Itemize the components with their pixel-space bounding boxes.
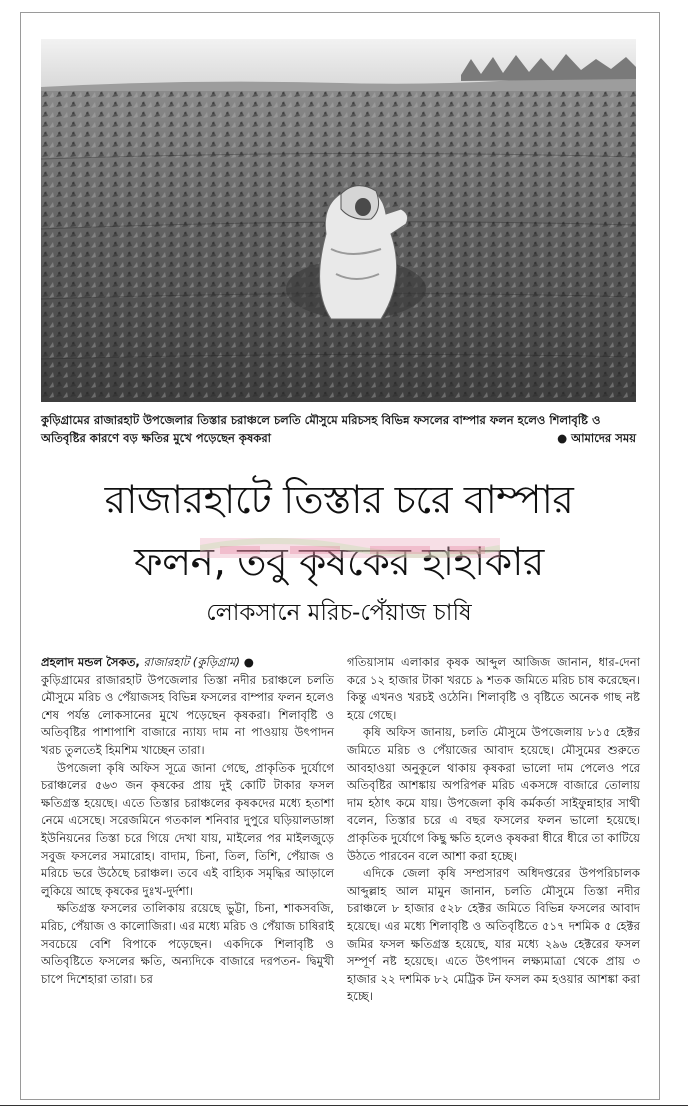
caption-text: কুড়িগ্রামের রাজারহাট উপজেলার তিস্তার চরাঞ্চলে চলতি মৌসুমে মরিচসহ বিভিন্ন ফসলের বাম্পার ফলন হলেও শিলাবৃষ্টি ও অতিবৃষ্টির কারণে বড় ক্ষতির মুখে পড়েছেন কৃষকরা	[41, 413, 601, 445]
paragraph: ক্ষতিগ্রস্ত ফসলের তালিকায় রয়েছে ভুট্টা, চিনা, শাকসবজি, মরিচ, পেঁয়াজ ও কালোজিরা। এর মধ্যে মরিচ ও পেঁয়াজ চাষিরাই সবচেয়ে বেশি বিপাকে পড়েছেন। একদিকে শিলাবৃষ্টি ও অতিবৃষ্টিতে ফসলের ক্ষতি, অন্যদিকে বাজারে দরপতন- দ্বিমুখী চাপে দিশেহারা তারা। চর	[41, 901, 334, 986]
paragraph: গতিয়াসাম এলাকার কৃষক আব্দুল আজিজ জানান, ধার-দেনা করে ১২ হাজার টাকা খরচে ৯ শতক জমিতে মরিচ চাষ করেছেন। কিন্তু এখনও খরচই ওঠেনি। শিলাবৃষ্টি ও বৃষ্টিতে অনেক গাছ নষ্ট হয়ে গেছে।	[347, 655, 640, 722]
newspaper-logo-icon	[200, 520, 500, 570]
headline-line-1: রাজারহাটে তিস্তার চরে বাম্পার	[104, 478, 574, 523]
byline-place: রাজারহাট (কুড়িগ্রাম)	[143, 655, 241, 669]
paragraph: কৃষি অফিস জানায়, চলতি মৌসুমে উপজেলায় ৮১৫ হেক্টর জমিতে মরিচ ও পেঁয়াজের আবাদ হয়েছে। মৌসুমের শুরুতে আবহাওয়া অনুকূলে থাকায় কৃষকরা ভালো দাম পেলেও পরে অতিবৃষ্টির আশঙ্কায় অপরিপক্ব মরিচ একসঙ্গে বাজারে তোলায় দাম হঠাৎ কমে যায়। উপজেলা কৃষি কর্মকর্তা সাইফুন্নাহার সাথী বলেন, তিস্তার চরে এ বছর ফসলের ফলন ভালো হয়েছে। প্রাকৃতিক দুর্যোগে কিছু ক্ষতি হলেও কৃষকরা ধীরে ধীরে তা কাটিয়ে উঠতে পারবেন বলে আশা করা হচ্ছে।	[347, 725, 640, 863]
bottom-rule	[0, 1105, 688, 1118]
photo-caption	[41, 411, 636, 447]
watermark-logo	[200, 520, 500, 570]
paragraph: উপজেলা কৃষি অফিস সূত্রে জানা গেছে, প্রাকৃতিক দুর্যোগে চরাঞ্চলের ৫৬৩ জন কৃষকের প্রায় দুই কোটি টাকার ফসল ক্ষতিগ্রস্ত হয়েছে। এতে তিস্তার চরাঞ্চলের কৃষকদের মধ্যে হতাশা নেমে এসেছে। সরেজমিনে গতকাল শনিবার দুপুরে ঘড়িয়ালডাঙ্গা ইউনিয়নের তিস্তা চরে গিয়ে দেখা যায়, মাইলের পর মাইলজুড়ে সবুজ ফসলের সমারোহ। বাদাম, চিনা, তিল, তিশি, পেঁয়াজ ও মরিচে ভরে উঠেছে চরাঞ্চল। তবে এই বাহ্যিক সমৃদ্ধির আড়ালে লুকিয়ে আছে কৃষকের দুঃখ-দুর্দশা।	[41, 760, 334, 898]
headline-line-2: ফলন, তবু কৃষকের হাহাকার	[134, 540, 544, 585]
article-photo	[41, 39, 636, 402]
caption-credit: ● আমাদের সময়	[557, 431, 636, 445]
byline	[41, 654, 334, 672]
chili-field-photo-icon	[41, 39, 636, 402]
paragraph: এদিকে জেলা কৃষি সম্প্রসারণ অধিদপ্তরের উপপরিচালক আব্দুল্লাহ আল মামুন জানান, চলতি মৌসুমে তিস্তা নদীর চরাঞ্চলে ৮ হাজার ৫২৮ হেক্টর জমিতে বিভিন্ন ফসলের আবাদ হয়েছে। এর মধ্যে শিলাবৃষ্টি ও অতিবৃষ্টিতে ৫১৭ দশমিক ৫ হেক্টর জমির ফসল ক্ষতিগ্রস্ত হয়েছে, যার মধ্যে ২৯৬ হেক্টরের ফসল সম্পূর্ণ নষ্ট হয়েছে। এতে উৎপাদন লক্ষ্যমাত্রা থেকে প্রায় ৩ হাজার ২২ দশমিক ৮২ মেট্রিক টন ফসল কম হওয়ার আশঙ্কা করা হচ্ছে।	[347, 866, 640, 1004]
article-column-left	[41, 654, 334, 988]
byline-name: প্রহলাদ মন্ডল সৈকত,	[41, 655, 140, 669]
paragraph: কুড়িগ্রামের রাজারহাট উপজেলার তিস্তা নদীর চরাঞ্চলে চলতি মৌসুমে মরিচ ও পেঁয়াজসহ বিভিন্ন ফসলের বাম্পার ফলন হলেও শেষ পর্যন্ত লোকসানের মুখে পড়েছেন কৃষকরা। শিলাবৃষ্টি ও অতিবৃষ্টির পাশাপাশি বাজারে ন্যায্য দাম না পাওয়ায় উৎপাদন খরচ তুলতেই হিমশিম খাচ্ছেন তারা।	[41, 672, 334, 757]
subheadline: লোকসানে মরিচ-পেঁয়াজ চাষি	[206, 600, 472, 626]
byline-bullet: ●	[243, 655, 254, 669]
article-column-right	[347, 654, 640, 1006]
